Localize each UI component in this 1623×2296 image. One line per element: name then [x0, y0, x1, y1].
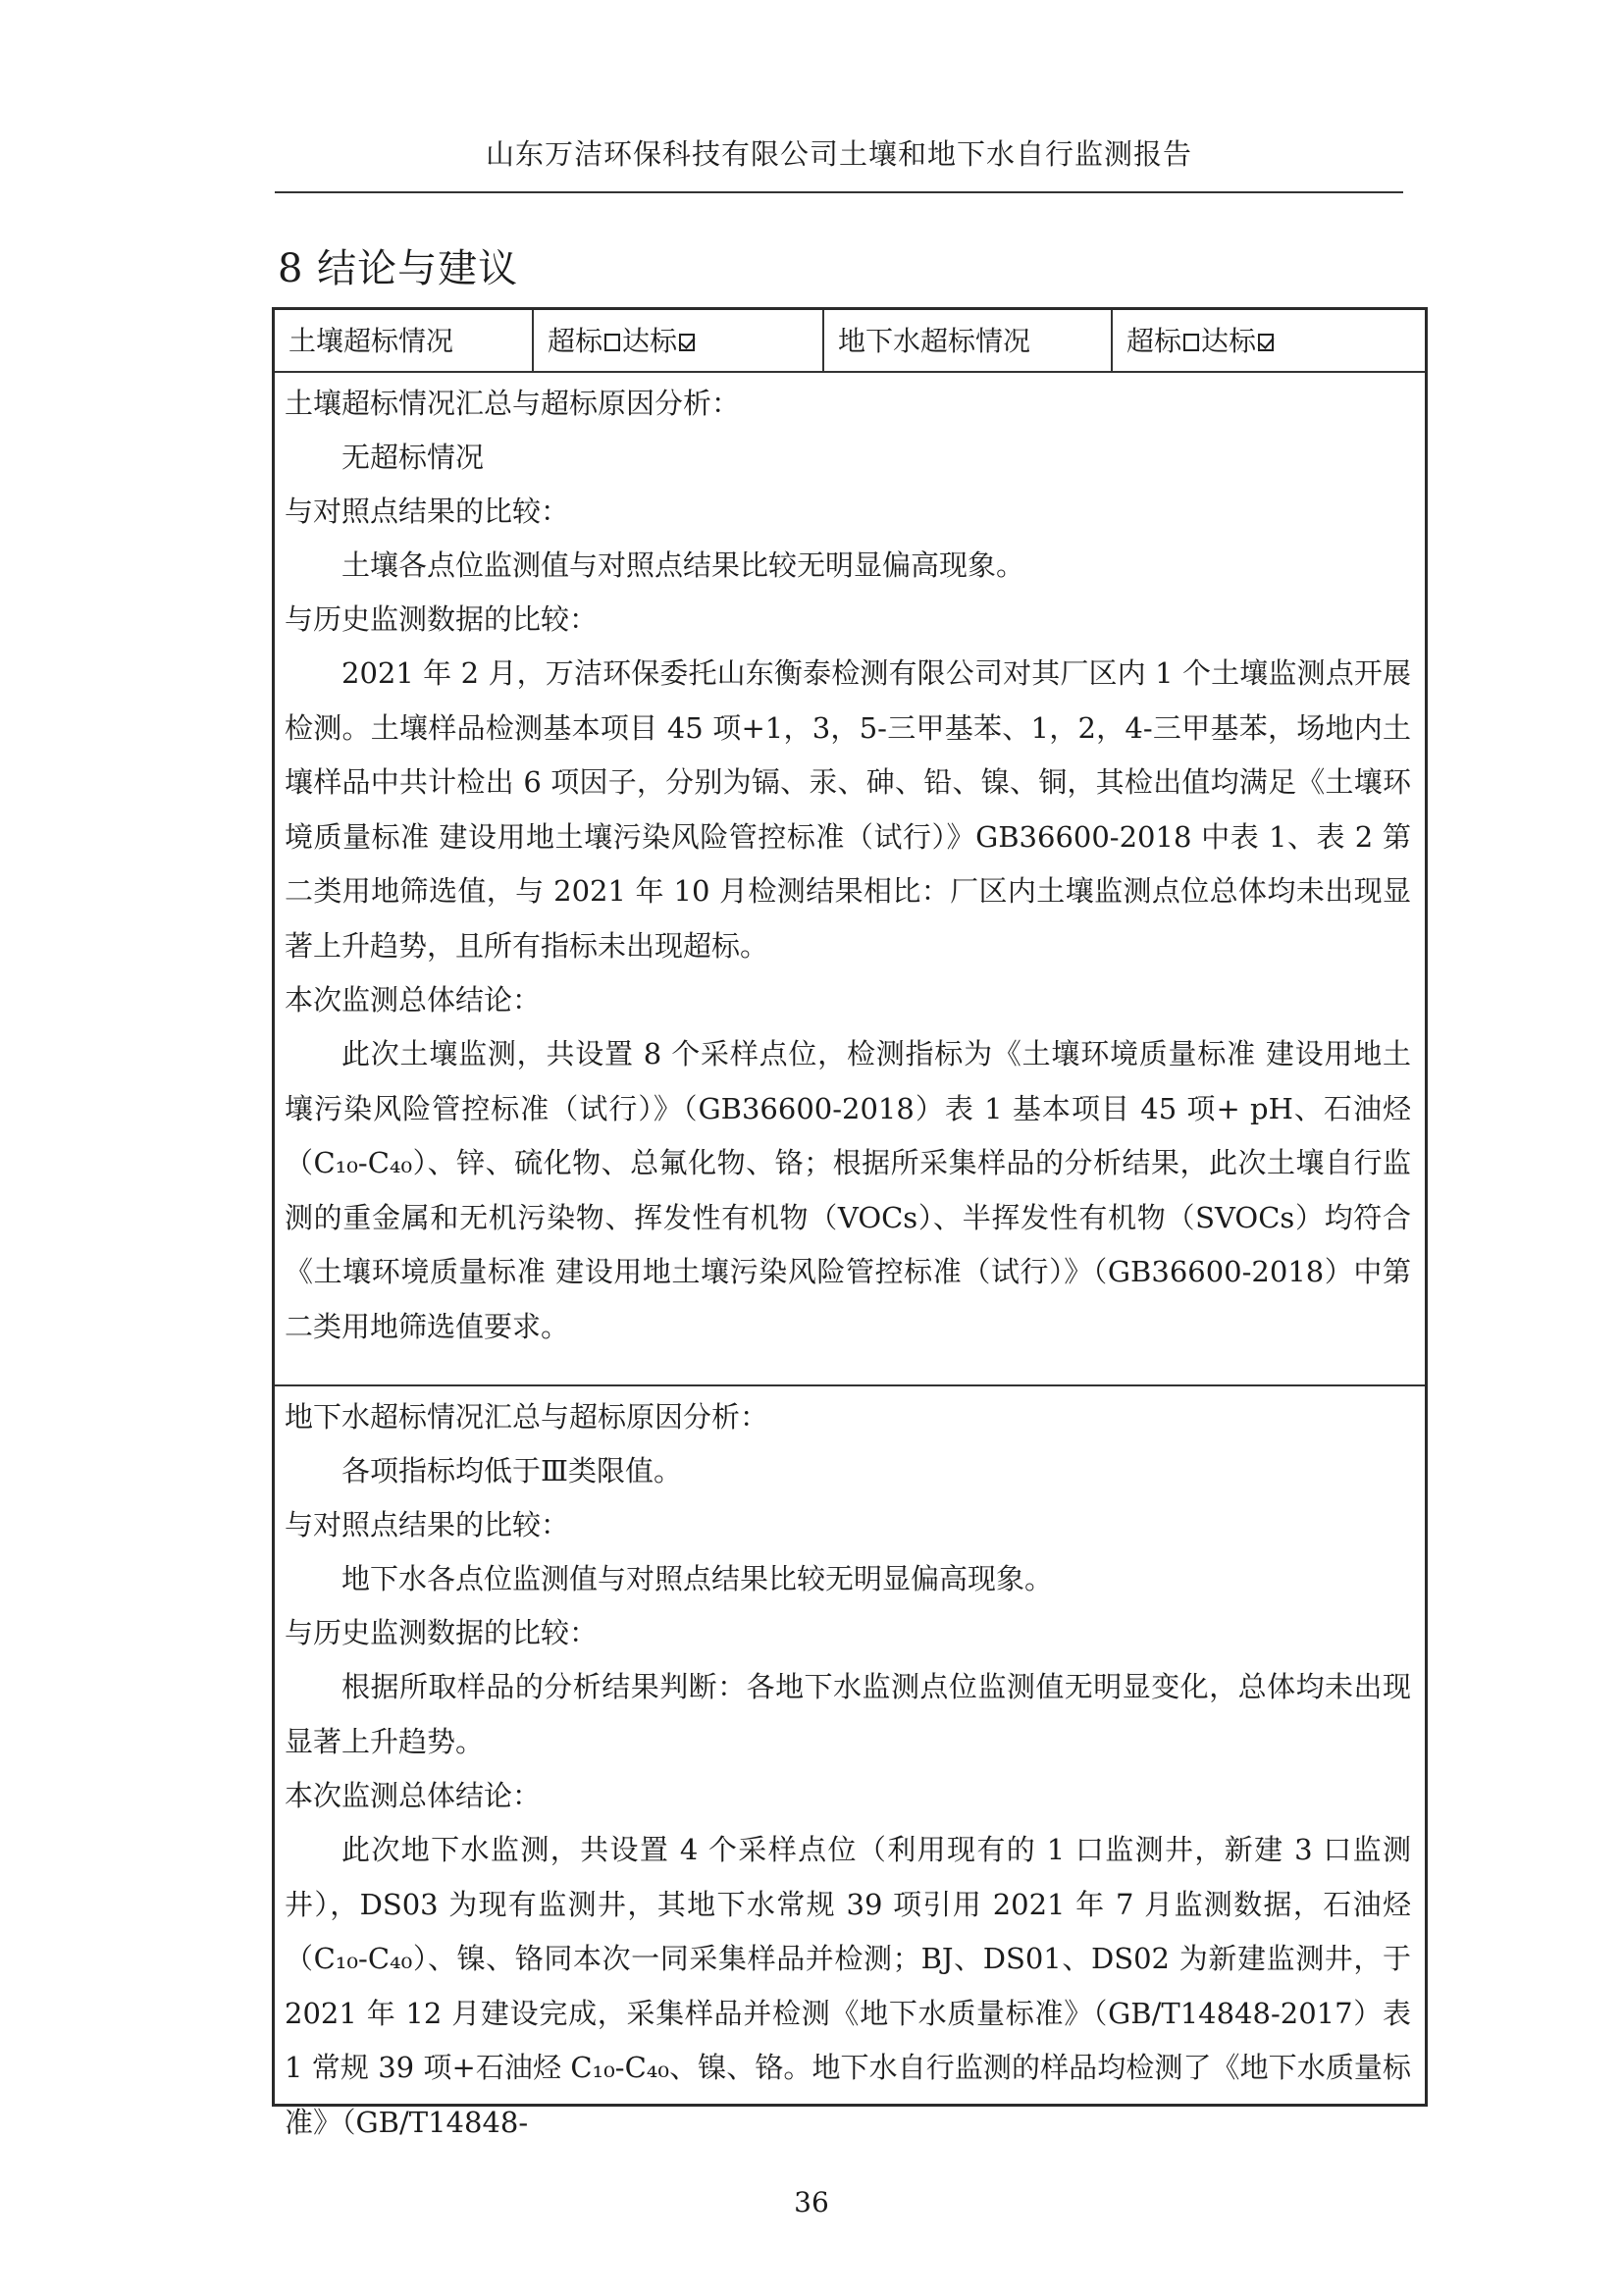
soil-control-heading: 与对照点结果的比较：: [285, 495, 570, 528]
water-meet-label: 达标: [1201, 325, 1257, 357]
soil-meet-checkbox[interactable]: [679, 334, 695, 351]
water-history-heading: 与历史监测数据的比较：: [285, 1616, 599, 1649]
soil-section: [275, 373, 1425, 1386]
soil-history-heading: 与历史监测数据的比较：: [285, 602, 599, 636]
water-exceed-checkbox[interactable]: [1183, 334, 1199, 351]
water-control-text: 地下水各点位监测值与对照点结果比较无明显偏高现象。: [341, 1562, 1054, 1595]
page-number: 36: [794, 2186, 829, 2218]
water-control-heading: 与对照点结果的比较：: [285, 1508, 570, 1541]
water-meet-checkbox[interactable]: [1258, 334, 1274, 351]
water-status-label: 地下水超标情况: [824, 310, 1113, 371]
soil-exceed-checkbox[interactable]: [604, 334, 620, 351]
header-divider: [275, 191, 1403, 193]
soil-status-value: [534, 310, 824, 371]
soil-exceed-label: 超标: [548, 325, 603, 357]
conclusion-table: [272, 307, 1428, 2139]
soil-conclusion-heading: 本次监测总体结论：: [285, 983, 542, 1017]
soil-control-text: 土壤各点位监测值与对照点结果比较无明显偏高现象。: [341, 548, 1025, 582]
water-summary-text: 各项指标均低于Ⅲ类限值。: [341, 1454, 682, 1487]
water-summary-heading: 地下水超标情况汇总与超标原因分析：: [285, 1400, 769, 1434]
soil-summary-text: 无超标情况: [341, 441, 485, 474]
soil-history-text: 2021 年 2 月，万洁环保委托山东衡泰检测有限公司对其厂区内 1 个土壤监测点开展检测。土壤样品检测基本项目 45 项+1，3，5-三甲基苯、1，2，4-三甲基苯，场地内土壤样品中共计检出 6 项因子，分别为镉、汞、砷、铅、镍、铜，其检出值均满足《土壤环境质量标准 建设用地土壤污染风险管控标准（试行）》GB36600-2018 中表 1、表 2 第二类用地筛选值，与 2021 年 10 月检测结果相比：厂区内土壤监测点位总体均未出现显著上升趋势，且所有指标未出现超标。: [285, 656, 1411, 963]
water-status-value: [1113, 310, 1425, 371]
water-section: [275, 1386, 1425, 2150]
soil-conclusion-text: 此次土壤监测，共设置 8 个采样点位，检测指标为《土壤环境质量标准 建设用地土壤污染风险管控标准（试行）》（GB36600-2018）表 1 基本项目 45 项+ pH、石油烃（C₁₀-C₄₀）、锌、硫化物、总氟化物、铬；根据所采集样品的分析结果，此次土壤自行监测的重金属和无机污染物、挥发性有机物（VOCs）、半挥发性有机物（SVOCs）均符合《土壤环境质量标准 建设用地土壤污染风险管控标准（试行）》（GB36600-2018）中第二类用地筛选值要求。: [285, 1037, 1411, 1343]
soil-summary-heading: 土壤超标情况汇总与超标原因分析：: [285, 387, 741, 420]
status-row: [275, 310, 1425, 373]
water-conclusion-text: 此次地下水监测，共设置 4 个采样点位（利用现有的 1 口监测井，新建 3 口监测井），DS03 为现有监测井，其地下水常规 39 项引用 2021 年 7 月监测数据，石油烃（C₁₀-C₄₀）、镍、铬同本次一同采集样品并检测；BJ、DS01、DS02 为新建监测井，于 2021 年 12 月建设完成，采集样品并检测《地下水质量标准》（GB/T14848-2017）表 1 常规 39 项+石油烃 C₁₀-C₄₀、镍、铬。地下水自行监测的样品均检测了《地下水质量标准》（GB/T14848-: [285, 1833, 1411, 2139]
water-conclusion-heading: 本次监测总体结论：: [285, 1779, 542, 1812]
section-title: 8 结论与建议: [278, 246, 519, 291]
soil-meet-label: 达标: [622, 325, 678, 357]
page-header: 山东万洁环保科技有限公司土壤和地下水自行监测报告: [485, 137, 1192, 171]
soil-status-label: 土壤超标情况: [275, 310, 534, 371]
water-exceed-label: 超标: [1126, 325, 1182, 357]
water-history-text: 根据所取样品的分析结果判断：各地下水监测点位监测值无明显变化，总体均未出现显著上升趋势。: [285, 1670, 1411, 1758]
